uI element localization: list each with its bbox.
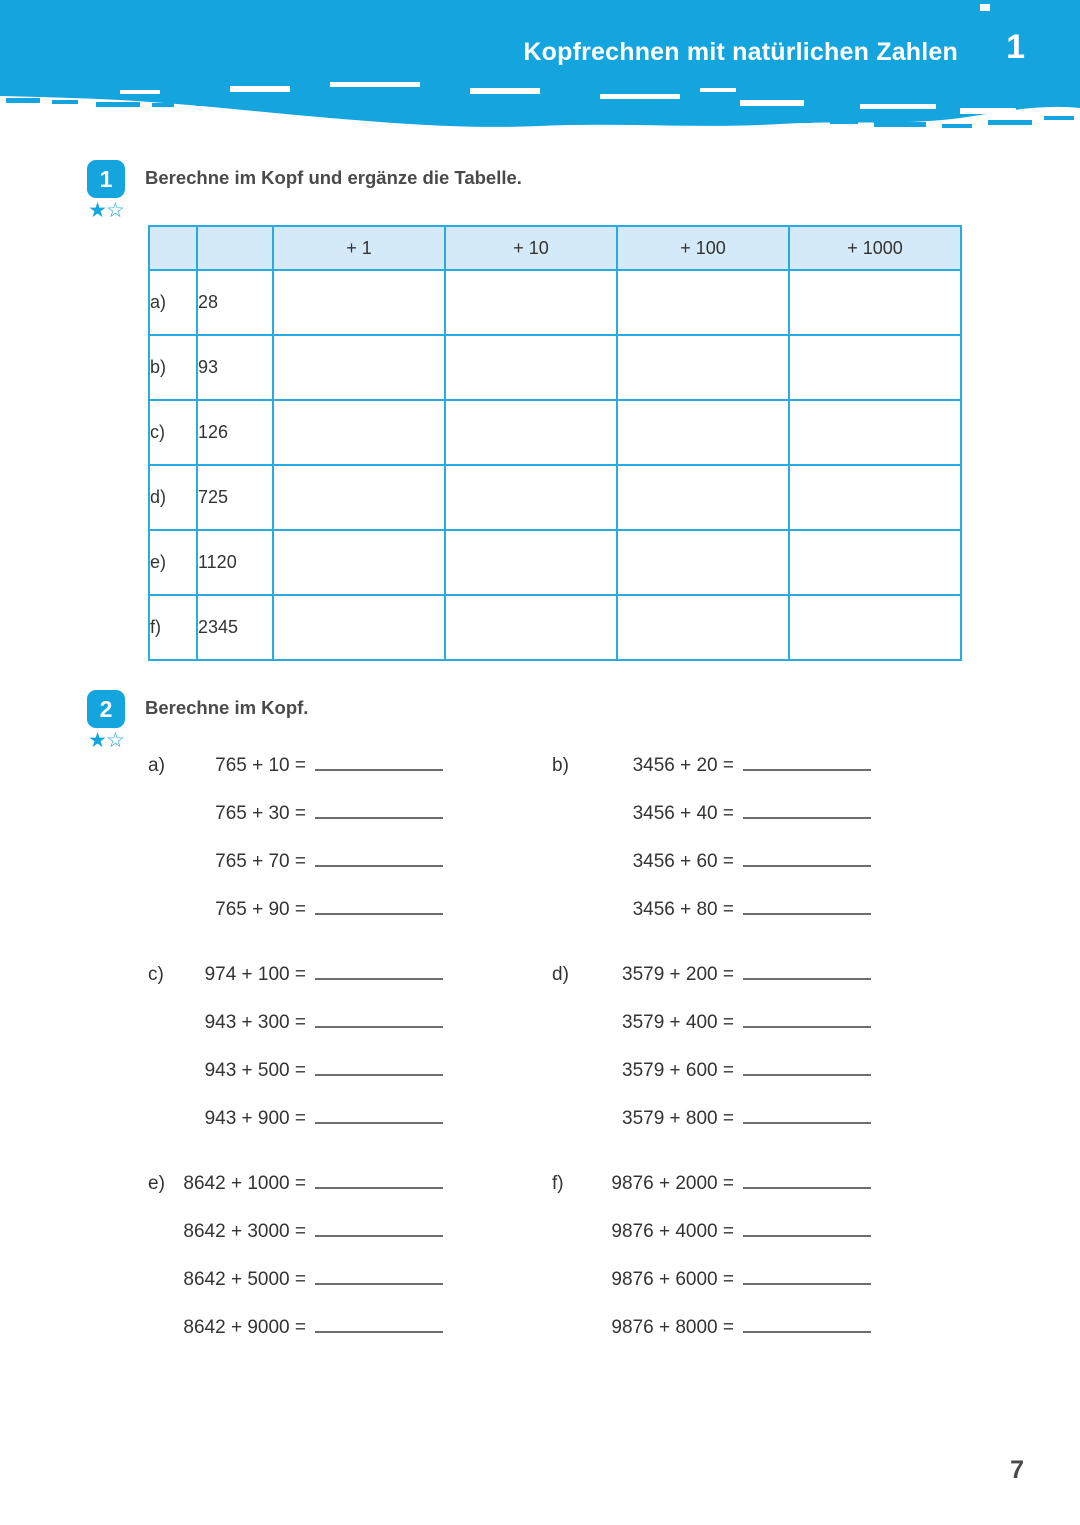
equation-group-a	[148, 752, 443, 944]
answer-cell-plus-10[interactable]	[445, 595, 617, 660]
equation-group-c	[148, 961, 443, 1153]
answer-blank[interactable]	[315, 1314, 443, 1333]
answer-cell-plus-10[interactable]	[445, 530, 617, 595]
equation-expression: 943 + 300 =	[204, 1012, 306, 1033]
equation-row	[552, 1057, 871, 1105]
answer-cell-plus-100[interactable]	[617, 335, 789, 400]
answer-cell-plus-10[interactable]	[445, 270, 617, 335]
group-label-c: c)	[148, 964, 164, 985]
equation-row	[552, 1170, 871, 1218]
page-header-banner	[0, 0, 1080, 140]
answer-blank[interactable]	[315, 1009, 443, 1028]
equation-expression: 8642 + 9000 =	[183, 1317, 306, 1338]
table-header-row	[149, 226, 961, 270]
page-title: Kopfrechnen mit natürlichen Zahlen	[523, 38, 958, 66]
exercise-1-heading: Berechne im Kopf und ergänze die Tabelle.	[145, 167, 522, 188]
exercise-1-marker	[84, 160, 128, 221]
answer-cell-plus-10[interactable]	[445, 335, 617, 400]
equation-expression: 943 + 500 =	[204, 1060, 306, 1081]
equation-expression: 3456 + 60 =	[632, 851, 734, 872]
equation-expression: 3579 + 600 =	[622, 1060, 734, 1081]
answer-blank[interactable]	[743, 1218, 871, 1237]
banner-brush-shape	[0, 0, 1080, 140]
group-label-a: a)	[148, 755, 165, 776]
equation-row	[148, 1009, 443, 1057]
equation-expression: 9876 + 6000 =	[611, 1269, 734, 1290]
answer-blank[interactable]	[315, 1218, 443, 1237]
equation-row	[552, 1009, 871, 1057]
table-row	[149, 335, 961, 400]
answer-cell-plus-100[interactable]	[617, 465, 789, 530]
answer-blank[interactable]	[315, 896, 443, 915]
table-row	[149, 400, 961, 465]
answer-cell-plus-1000[interactable]	[789, 465, 961, 530]
answer-blank[interactable]	[743, 961, 871, 980]
row-letter: a)	[149, 270, 197, 335]
equation-expression: 9876 + 8000 =	[611, 1317, 734, 1338]
equation-row	[552, 961, 871, 1009]
equation-row	[552, 800, 871, 848]
equation-expression: 8642 + 3000 =	[183, 1221, 306, 1242]
table-row	[149, 465, 961, 530]
row-value: 1120	[197, 530, 273, 595]
row-letter: d)	[149, 465, 197, 530]
equation-row	[552, 1266, 871, 1314]
answer-cell-plus-100[interactable]	[617, 595, 789, 660]
equation-row	[552, 1105, 871, 1153]
equation-expression: 3456 + 20 =	[632, 755, 734, 776]
equation-row	[148, 1218, 443, 1266]
answer-blank[interactable]	[315, 752, 443, 771]
answer-blank[interactable]	[743, 1009, 871, 1028]
answer-cell-plus-10[interactable]	[445, 400, 617, 465]
answer-blank[interactable]	[315, 848, 443, 867]
exercise-2-heading: Berechne im Kopf.	[145, 697, 309, 718]
row-value: 725	[197, 465, 273, 530]
equation-expression: 3456 + 40 =	[632, 803, 734, 824]
answer-cell-plus-1000[interactable]	[789, 595, 961, 660]
equation-group-d	[552, 961, 871, 1153]
answer-cell-plus-1[interactable]	[273, 465, 445, 530]
answer-cell-plus-1000[interactable]	[789, 335, 961, 400]
row-letter: c)	[149, 400, 197, 465]
answer-blank[interactable]	[315, 1105, 443, 1124]
answer-cell-plus-1000[interactable]	[789, 400, 961, 465]
row-value: 126	[197, 400, 273, 465]
equation-row	[148, 1057, 443, 1105]
answer-blank[interactable]	[315, 961, 443, 980]
answer-blank[interactable]	[743, 848, 871, 867]
equation-expression: 8642 + 5000 =	[183, 1269, 306, 1290]
answer-cell-plus-100[interactable]	[617, 400, 789, 465]
answer-blank[interactable]	[743, 1057, 871, 1076]
answer-blank[interactable]	[743, 1105, 871, 1124]
group-label-f: f)	[552, 1173, 564, 1194]
exercise-1-table-wrapper	[148, 225, 962, 661]
answer-blank[interactable]	[315, 1266, 443, 1285]
exercise-1-number-badge: 1	[87, 160, 125, 198]
row-value: 28	[197, 270, 273, 335]
row-letter: b)	[149, 335, 197, 400]
answer-cell-plus-1[interactable]	[273, 400, 445, 465]
equation-row	[148, 1170, 443, 1218]
equation-row	[552, 848, 871, 896]
answer-cell-plus-1000[interactable]	[789, 270, 961, 335]
answer-cell-plus-100[interactable]	[617, 270, 789, 335]
equation-group-f	[552, 1170, 871, 1362]
answer-blank[interactable]	[743, 1314, 871, 1333]
exercise-2-marker	[84, 690, 128, 751]
answer-cell-plus-100[interactable]	[617, 530, 789, 595]
equation-row	[552, 752, 871, 800]
equation-expression: 765 + 90 =	[215, 899, 306, 920]
equation-expression: 974 + 100 =	[204, 964, 306, 985]
equation-row	[148, 961, 443, 1009]
exercise-2-difficulty-stars: ★☆	[88, 729, 124, 752]
equation-row	[148, 752, 443, 800]
equation-expression: 765 + 30 =	[215, 803, 306, 824]
equation-expression: 9876 + 2000 =	[611, 1173, 734, 1194]
answer-blank[interactable]	[315, 1170, 443, 1189]
equation-expression: 3579 + 200 =	[622, 964, 734, 985]
exercise-2-number-badge: 2	[87, 690, 125, 728]
table-row	[149, 270, 961, 335]
equation-expression: 3579 + 800 =	[622, 1108, 734, 1129]
group-label-e: e)	[148, 1173, 165, 1194]
table-header-plus-1: + 1	[273, 226, 445, 270]
answer-cell-plus-1[interactable]	[273, 335, 445, 400]
table-header-value	[197, 226, 273, 270]
equation-row	[552, 1314, 871, 1362]
answer-cell-plus-1000[interactable]	[789, 530, 961, 595]
equation-expression: 943 + 900 =	[204, 1108, 306, 1129]
equation-row	[148, 848, 443, 896]
row-value: 2345	[197, 595, 273, 660]
equation-row	[148, 896, 443, 944]
equation-row	[552, 1218, 871, 1266]
chapter-number: 1	[1006, 28, 1025, 66]
answer-blank[interactable]	[315, 800, 443, 819]
answer-blank[interactable]	[743, 1170, 871, 1189]
answer-cell-plus-1[interactable]	[273, 270, 445, 335]
answer-blank[interactable]	[315, 1057, 443, 1076]
group-label-b: b)	[552, 755, 569, 776]
equation-row	[552, 896, 871, 944]
equation-expression: 3456 + 80 =	[632, 899, 734, 920]
table-header-plus-10: + 10	[445, 226, 617, 270]
equation-expression: 8642 + 1000 =	[183, 1173, 306, 1194]
equation-row	[148, 1105, 443, 1153]
equation-group-b	[552, 752, 871, 944]
answer-blank[interactable]	[743, 1266, 871, 1285]
exercise-1-difficulty-stars: ★☆	[88, 199, 124, 222]
table-header-letter	[149, 226, 197, 270]
answer-blank[interactable]	[743, 752, 871, 771]
table-row	[149, 595, 961, 660]
equation-expression: 765 + 10 =	[215, 755, 306, 776]
equation-row	[148, 1314, 443, 1362]
addition-table	[148, 225, 962, 661]
answer-cell-plus-1[interactable]	[273, 595, 445, 660]
answer-blank[interactable]	[743, 896, 871, 915]
equation-expression: 765 + 70 =	[215, 851, 306, 872]
equation-row	[148, 1266, 443, 1314]
row-value: 93	[197, 335, 273, 400]
table-header-plus-1000: + 1000	[789, 226, 961, 270]
equation-row	[148, 800, 443, 848]
row-letter: f)	[149, 595, 197, 660]
table-row	[149, 530, 961, 595]
answer-cell-plus-10[interactable]	[445, 465, 617, 530]
equation-expression: 3579 + 400 =	[622, 1012, 734, 1033]
equation-group-e	[148, 1170, 443, 1362]
row-letter: e)	[149, 530, 197, 595]
table-header-plus-100: + 100	[617, 226, 789, 270]
group-label-d: d)	[552, 964, 569, 985]
answer-blank[interactable]	[743, 800, 871, 819]
equation-expression: 9876 + 4000 =	[611, 1221, 734, 1242]
page-number: 7	[1010, 1456, 1024, 1484]
answer-cell-plus-1[interactable]	[273, 530, 445, 595]
